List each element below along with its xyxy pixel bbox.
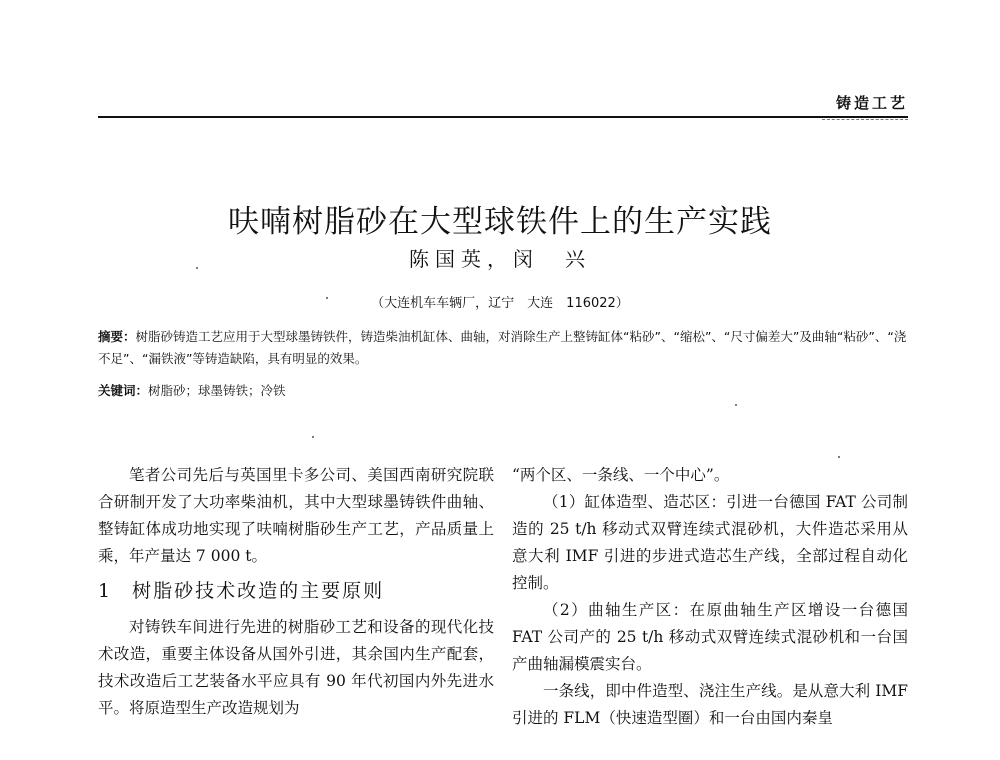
abstract-label: 摘要：: [98, 329, 136, 344]
keywords: [98, 381, 286, 399]
plan-line: 一条线，即中件造型、浇注生产线。是从意大利 IMF 引进的 FLM（快速造型圈）和一台由国内秦皇: [512, 682, 908, 727]
scan-speck: [196, 267, 198, 269]
header-rule: [98, 116, 908, 118]
journal-section-label: 铸造工艺: [835, 94, 908, 112]
scan-speck: [838, 456, 840, 458]
abstract: [98, 326, 908, 370]
section-paragraph: 对铸铁车间进行先进的树脂砂工艺和设备的现代化技术改造，重要主体设备从国外引进，其余国内生产配套，技术改造后工艺装备水平应具有 90 年代初国内外先进水平。将原造型生产改造规划为: [98, 618, 494, 717]
keywords-label: 关键词：: [98, 383, 149, 398]
intro-paragraph: 笔者公司先后与英国里卡多公司、美国西南研究院联合研制开发了大功率柴油机，其中大型球墨铸铁件曲轴、整铸缸体成功地实现了呋喃树脂砂生产工艺，产品质量上乘，年产量达 7 000 t。: [98, 466, 494, 565]
section-number: 1: [98, 580, 113, 602]
authors: 陈国英，闵 兴: [409, 247, 591, 271]
article-title: 呋喃树脂砂在大型球铁件上的生产实践: [228, 203, 772, 240]
scan-speck: [326, 297, 328, 299]
body-column-left: [98, 462, 494, 722]
abstract-text: 树脂砂铸造工艺应用于大型球墨铸铁件，铸造柴油机缸体、曲轴，对消除生产上整铸缸体“粘砂”、“缩松”、“尺寸偏差大”及曲轴“粘砂”、“浇不足”、“漏铁液”等铸造缺陷，具有明显的效果。: [98, 329, 907, 366]
section-heading: [98, 576, 494, 606]
plan-summary: “两个区、一条线、一个中心”。: [512, 466, 730, 484]
scan-speck: [312, 436, 314, 438]
section-title: 树脂砂技术改造的主要原则: [132, 580, 385, 602]
plan-item-2: （2）曲轴生产区：在原曲轴生产区增设一台德国 FAT 公司产的 25 t/h 移动式双臂连续式混砂机和一台国产曲轴漏模震实台。: [512, 601, 908, 673]
body-column-right: [512, 462, 908, 732]
scan-speck: [735, 404, 737, 406]
affiliation: （大连机车车辆厂，辽宁 大连 116022）: [371, 296, 629, 311]
keywords-text: 树脂砂；球墨铸铁；冷铁: [148, 383, 286, 398]
plan-item-1: （1）缸体造型、造芯区：引进一台德国 FAT 公司制造的 25 t/h 移动式双臂连续式混砂机，大件造芯采用从意大利 IMF 引进的步进式造芯生产线，全部过程自动化控制。: [512, 493, 908, 592]
header-rule-trace: [822, 119, 908, 120]
